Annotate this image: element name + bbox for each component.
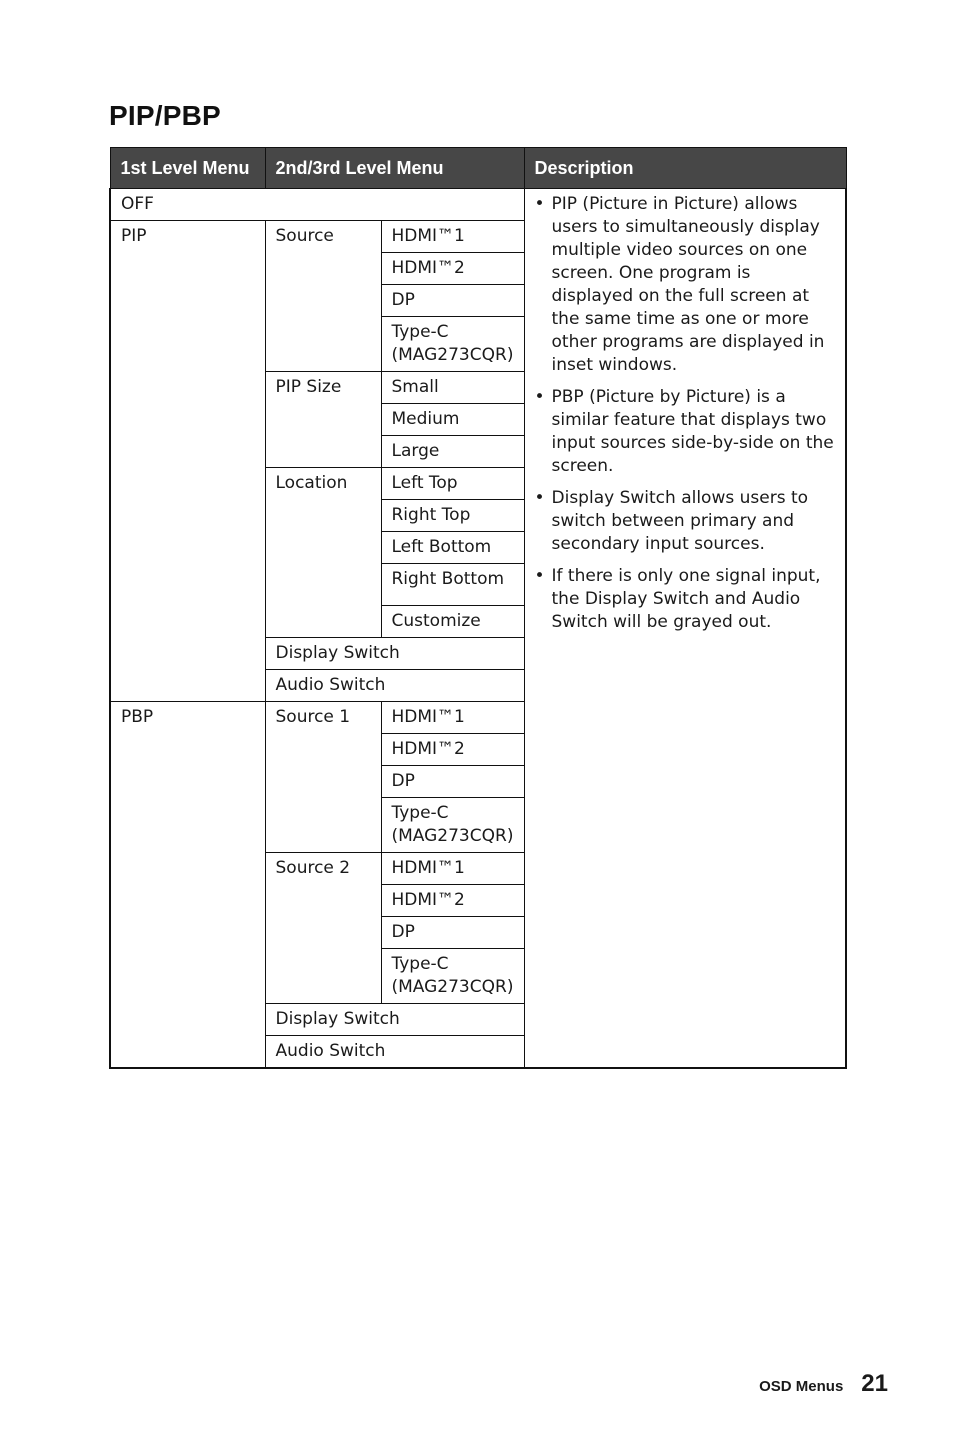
- page-footer: [759, 1370, 888, 1398]
- menu-pip-size: PIP Size: [265, 372, 381, 468]
- option-dp: DP: [381, 285, 524, 317]
- option-left-top: Left Top: [381, 468, 524, 500]
- menu-pbp: PBP: [110, 702, 265, 1069]
- description-item: • If there is only one signal input, the Display Switch and Audio Switch will be grayed out.: [535, 565, 836, 634]
- description-cell: [524, 189, 846, 1069]
- option-small: Small: [381, 372, 524, 404]
- option-type-c: Type-C (MAG273CQR): [381, 798, 524, 853]
- menu-pbp-audio-switch: Audio Switch: [265, 1036, 524, 1069]
- description-item: • PBP (Picture by Picture) is a similar feature that displays two input sources side-by-side on the screen.: [535, 386, 836, 478]
- header-description: Description: [524, 148, 846, 189]
- menu-off: OFF: [110, 189, 524, 221]
- option-dp: DP: [381, 766, 524, 798]
- option-large: Large: [381, 436, 524, 468]
- option-customize: Customize: [381, 606, 524, 638]
- menu-pip-source: Source: [265, 221, 381, 372]
- menu-pbp-source1: Source 1: [265, 702, 381, 853]
- option-medium: Medium: [381, 404, 524, 436]
- option-hdmi2: HDMI™2: [381, 885, 524, 917]
- footer-section-name: OSD Menus: [759, 1378, 844, 1395]
- header-1st-level: 1st Level Menu: [110, 148, 265, 189]
- menu-pip: PIP: [110, 221, 265, 702]
- pip-pbp-menu-table: [109, 147, 847, 1069]
- description-list: [535, 193, 836, 634]
- description-item: • PIP (Picture in Picture) allows users to simultaneously display multiple video sources on one screen. One program is displayed on the full screen at the same time as one or more other programs are displayed in inset windows.: [535, 193, 836, 377]
- option-hdmi1: HDMI™1: [381, 702, 524, 734]
- option-hdmi2: HDMI™2: [381, 253, 524, 285]
- menu-pip-location: Location: [265, 468, 381, 638]
- option-right-top: Right Top: [381, 500, 524, 532]
- option-dp: DP: [381, 917, 524, 949]
- option-right-bottom: Right Bottom: [381, 564, 524, 606]
- option-hdmi1: HDMI™1: [381, 221, 524, 253]
- menu-pip-display-switch: Display Switch: [265, 638, 524, 670]
- menu-pbp-source2: Source 2: [265, 853, 381, 1004]
- page-number: 21: [861, 1370, 888, 1397]
- option-type-c: Type-C (MAG273CQR): [381, 949, 524, 1004]
- menu-pbp-display-switch: Display Switch: [265, 1004, 524, 1036]
- option-hdmi1: HDMI™1: [381, 853, 524, 885]
- page-title: PIP/PBP: [109, 100, 221, 131]
- option-left-bottom: Left Bottom: [381, 532, 524, 564]
- header-2nd-3rd-level: 2nd/3rd Level Menu: [265, 148, 524, 189]
- table-header-row: [110, 148, 846, 189]
- menu-pip-audio-switch: Audio Switch: [265, 670, 524, 702]
- option-type-c: Type-C (MAG273CQR): [381, 317, 524, 372]
- table-row: [110, 189, 846, 221]
- description-item: • Display Switch allows users to switch between primary and secondary input sources.: [535, 487, 836, 556]
- option-hdmi2: HDMI™2: [381, 734, 524, 766]
